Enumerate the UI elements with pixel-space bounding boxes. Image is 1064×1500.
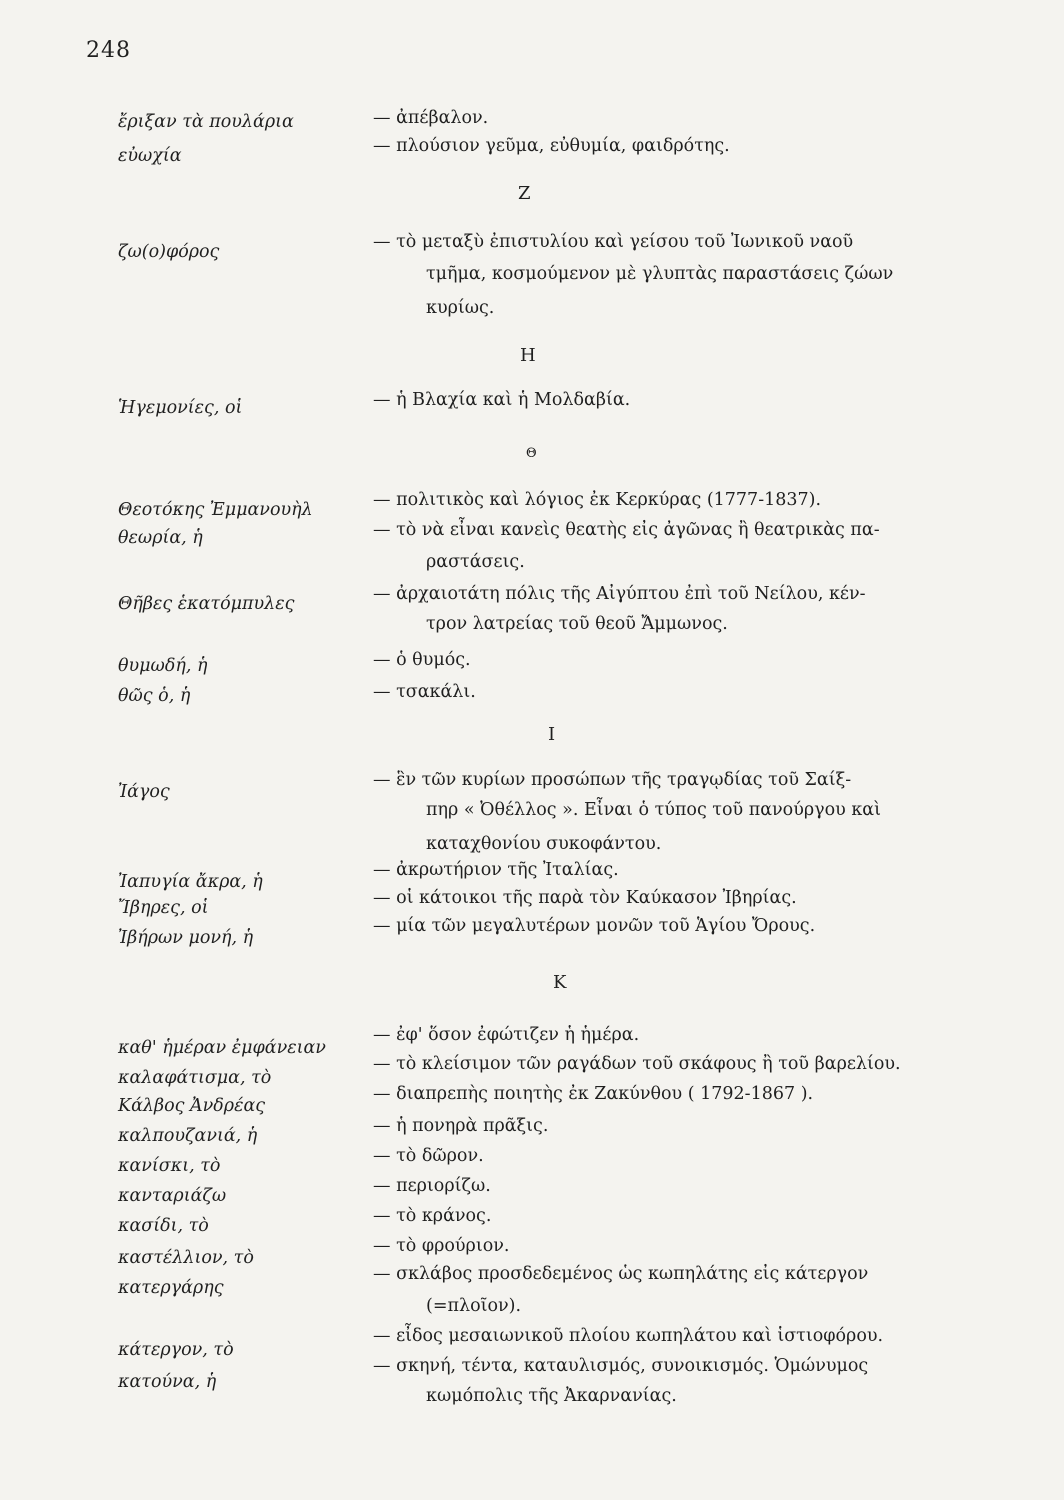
section-letter: Κ xyxy=(553,972,567,993)
entry-definition: — ἐφ' ὅσον ἐφώτιζεν ἡ ἡμέρα. xyxy=(373,1025,640,1045)
entry-definition: — ἡ πονηρὰ πρᾶξις. xyxy=(373,1116,549,1136)
entry-definition: — τὸ δῶρον. xyxy=(373,1146,484,1166)
entry-definition: — ἀρχαιοτάτη πόλις τῆς Αἰγύπτου ἐπὶ τοῦ Νείλου, κέν- xyxy=(373,584,866,604)
entry-definition: — ἡ Βλαχία καὶ ἡ Μολδαβία. xyxy=(373,390,631,410)
entry-definition: — ἓν τῶν κυρίων προσώπων τῆς τραγῳδίας τοῦ Σαίξ- xyxy=(373,770,852,790)
entry-term: Θεοτόκης Ἐμμανουὴλ xyxy=(118,500,313,520)
section-letter: Θ xyxy=(526,446,537,461)
entry-term: Ἰάγος xyxy=(118,782,170,802)
entry-definition: — τσακάλι. xyxy=(373,682,476,702)
entry-term: κανίσκι, τὸ xyxy=(118,1156,221,1176)
entry-definition: — τὸ μεταξὺ ἐπιστυλίου καὶ γείσου τοῦ Ἰωνικοῦ ναοῦ xyxy=(373,232,854,252)
entry-definition: — τὸ νὰ εἶναι κανεὶς θεατὴς εἰς ἀγῶνας ἢ θεατρικὰς πα- xyxy=(373,520,880,540)
entry-definition: — ἀκρωτήριον τῆς Ἰταλίας. xyxy=(373,860,619,880)
entry-term: καλαφάτισμα, τὸ xyxy=(118,1068,272,1088)
entry-definition: — τὸ φρούριον. xyxy=(373,1236,510,1256)
entry-definition: — οἱ κάτοικοι τῆς παρὰ τὸν Καύκασον Ἰβηρίας. xyxy=(373,888,797,908)
entry-definition: — πλούσιον γεῦμα, εὐθυμία, φαιδρότης. xyxy=(373,136,730,156)
entry-term: καστέλλιον, τὸ xyxy=(118,1248,254,1268)
entry-definition: — εἶδος μεσαιωνικοῦ πλοίου κωπηλάτου καὶ ἱστιοφόρου. xyxy=(373,1326,884,1346)
entry-term: κάτεργον, τὸ xyxy=(118,1340,234,1360)
entry-definition-continuation: καταχθονίου συκοφάντου. xyxy=(426,834,662,854)
entry-term: καλπουζανιά, ἡ xyxy=(118,1126,258,1146)
entry-definition-continuation: πηρ « Ὀθέλλος ». Εἶναι ὁ τύπος τοῦ πανούργου καὶ xyxy=(426,800,881,820)
entry-definition: — περιορίζω. xyxy=(373,1176,491,1196)
entry-definition: — τὸ κλείσιμον τῶν ραγάδων τοῦ σκάφους ἢ τοῦ βαρελίου. xyxy=(373,1054,901,1074)
section-letter: Η xyxy=(520,345,536,366)
entry-term: ἔριξαν τὰ πουλάρια xyxy=(118,112,294,132)
entry-definition-continuation: ραστάσεις. xyxy=(426,552,525,572)
entry-term: κατούνα, ἡ xyxy=(118,1372,217,1392)
entry-term: ζω(ο)φόρος xyxy=(118,242,220,262)
entry-term: κανταριάζω xyxy=(118,1186,227,1206)
entry-definition: — τὸ κράνος. xyxy=(373,1206,492,1226)
entry-term: εὐωχία xyxy=(118,146,182,166)
entry-term: Κάλβος Ἀνδρέας xyxy=(118,1096,266,1116)
entry-definition: — διαπρεπὴς ποιητὴς ἐκ Ζακύνθου ( 1792-1867 ). xyxy=(373,1084,814,1104)
entry-definition-continuation: (=πλοῖον). xyxy=(426,1296,522,1316)
entry-term: κατεργάρης xyxy=(118,1278,224,1298)
entry-definition: — μία τῶν μεγαλυτέρων μονῶν τοῦ Ἁγίου Ὄρους. xyxy=(373,916,816,936)
entry-term: Ἴβηρες, οἱ xyxy=(118,898,209,918)
entry-term: θυμωδή, ἡ xyxy=(118,656,208,676)
entry-definition: — ὁ θυμός. xyxy=(373,650,471,670)
entry-term: Ἡγεμονίες, οἱ xyxy=(118,398,243,418)
entry-term: θεωρία, ἡ xyxy=(118,528,203,548)
entry-term: κασίδι, τὸ xyxy=(118,1216,209,1236)
section-letter: Ι xyxy=(548,724,556,745)
entry-term: Ἰβήρων μονή, ἡ xyxy=(118,928,254,948)
entry-definition-continuation: κωμόπολις τῆς Ἀκαρνανίας. xyxy=(426,1386,677,1406)
entry-definition: — ἀπέβαλον. xyxy=(373,108,489,128)
entry-definition-continuation: κυρίως. xyxy=(426,298,495,318)
entry-definition-continuation: τρον λατρείας τοῦ θεοῦ Ἄμμωνος. xyxy=(426,614,728,634)
entry-term: θῶς ὁ, ἡ xyxy=(118,686,191,706)
entry-definition-continuation: τμῆμα, κοσμούμενον μὲ γλυπτὰς παραστάσεις ζώων xyxy=(426,264,894,284)
entry-definition: — σκλάβος προσδεδεμένος ὡς κωπηλάτης εἰς κάτεργον xyxy=(373,1264,869,1284)
entry-term: Ἰαπυγία ἄκρα, ἡ xyxy=(118,872,263,892)
entry-definition: — σκηνή, τέντα, καταυλισμός, συνοικισμός. Ὁμώνυμος xyxy=(373,1356,869,1376)
entry-definition: — πολιτικὸς καὶ λόγιος ἐκ Κερκύρας (1777-1837). xyxy=(373,490,822,510)
section-letter: Z xyxy=(518,183,531,204)
entry-term: καθ' ἡμέραν ἐμφάνειαν xyxy=(118,1038,326,1058)
entry-term: Θῆβες ἑκατόμπυλες xyxy=(118,594,295,614)
page-number: 248 xyxy=(86,38,131,63)
